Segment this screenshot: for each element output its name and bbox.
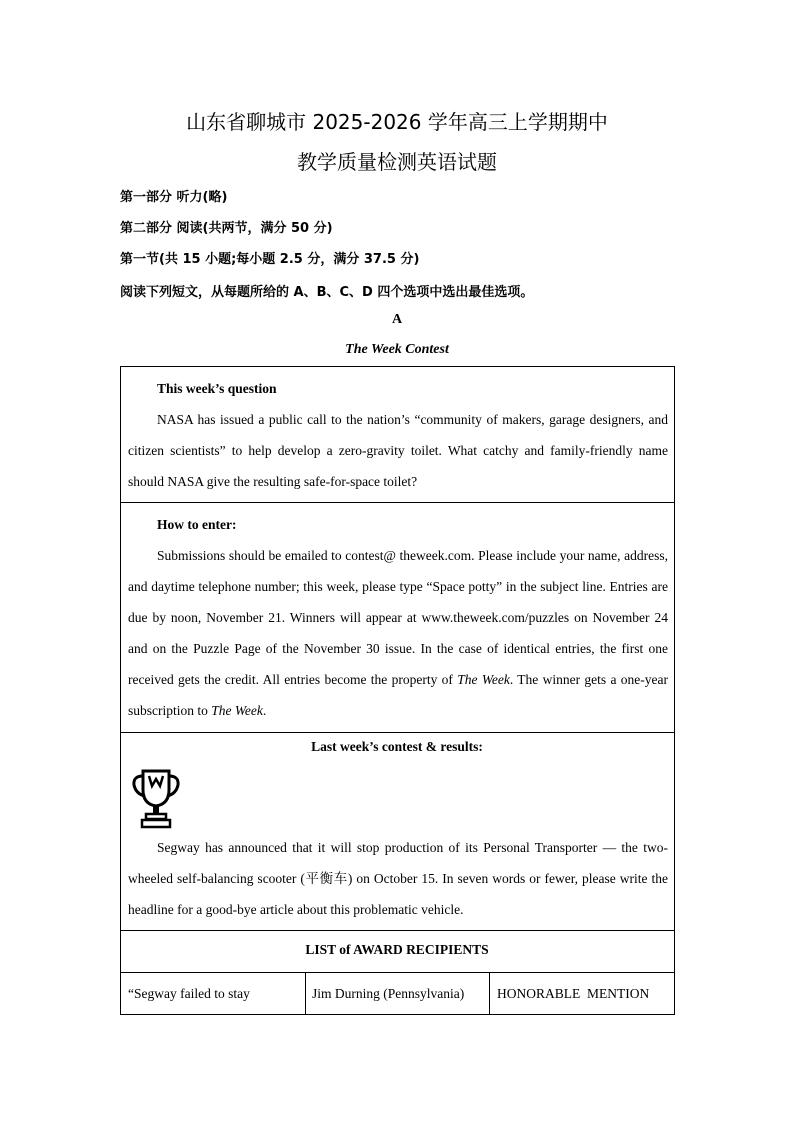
enter-body-text-2: . The winner gets a one-year subscription to bbox=[128, 672, 669, 718]
question-heading: This week’s question bbox=[157, 381, 277, 396]
trophy-icon bbox=[131, 768, 181, 830]
column-divider bbox=[305, 973, 306, 1014]
recipient-headline: “Segway failed to stay bbox=[128, 986, 250, 1001]
enter-heading: How to enter: bbox=[157, 517, 237, 532]
part1-heading: 第一部分 听力(略) bbox=[120, 190, 228, 205]
last-week-heading: Last week’s contest & results: bbox=[311, 739, 483, 754]
enter-body-text-1: Submissions should be emailed to contest@ theweek.com. Please include your name, address, and daytime telephone number; this week, please type “Space potty” in the subject line. Entries are due by noon, November 21. Winners will appear at www.theweek.com/puzzles on November 24 and on the Puzzle Page of the November 30 issue. In the case of identical entries, the first one received gets the credit. All entries become the property of bbox=[128, 548, 668, 687]
document-title-line1: 山东省聊城市 2025-2026 学年高三上学期期中 bbox=[186, 110, 608, 134]
enter-section bbox=[128, 509, 668, 726]
recipients-heading: LIST of AWARD RECIPIENTS bbox=[305, 942, 489, 957]
passage-title: The Week Contest bbox=[345, 342, 449, 357]
section1-heading: 第一节(共 15 小题;每小题 2.5 分，满分 37.5 分) bbox=[120, 252, 420, 267]
document-title-line2: 教学质量检测英语试题 bbox=[297, 150, 497, 174]
recipient-award: HONORABLE MENTION bbox=[497, 986, 650, 1001]
question-body: NASA has issued a public call to the nation’s “community of makers, garage designers, and citizen scientists” to help develop a zero-gravity toilet. What catchy and family-friendly name should NASA give the resulting safe-for-space toilet? bbox=[128, 412, 668, 489]
instruction-text: 阅读下列短文，从每题所给的 A、B、C、D 四个选项中选出最佳选项。 bbox=[120, 285, 534, 300]
last-week-section bbox=[128, 832, 668, 925]
publication-name: The Week bbox=[211, 703, 263, 718]
publication-name: The Week bbox=[457, 672, 510, 687]
enter-body bbox=[128, 540, 668, 726]
part2-heading: 第二部分 阅读(共两节，满分 50 分) bbox=[120, 221, 333, 236]
passage-letter: A bbox=[391, 312, 403, 327]
enter-body-text-3: . bbox=[262, 703, 267, 718]
column-divider bbox=[489, 973, 490, 1014]
question-section bbox=[128, 373, 668, 497]
recipient-name: Jim Durning (Pennsylvania) bbox=[312, 986, 465, 1001]
last-week-body: Segway has announced that it will stop production of its Personal Transporter — the two-wheeled self-balancing scooter (平衡车) on October 15. In seven words or fewer, please write the headline for a good-bye article about this problematic vehicle. bbox=[128, 840, 668, 917]
